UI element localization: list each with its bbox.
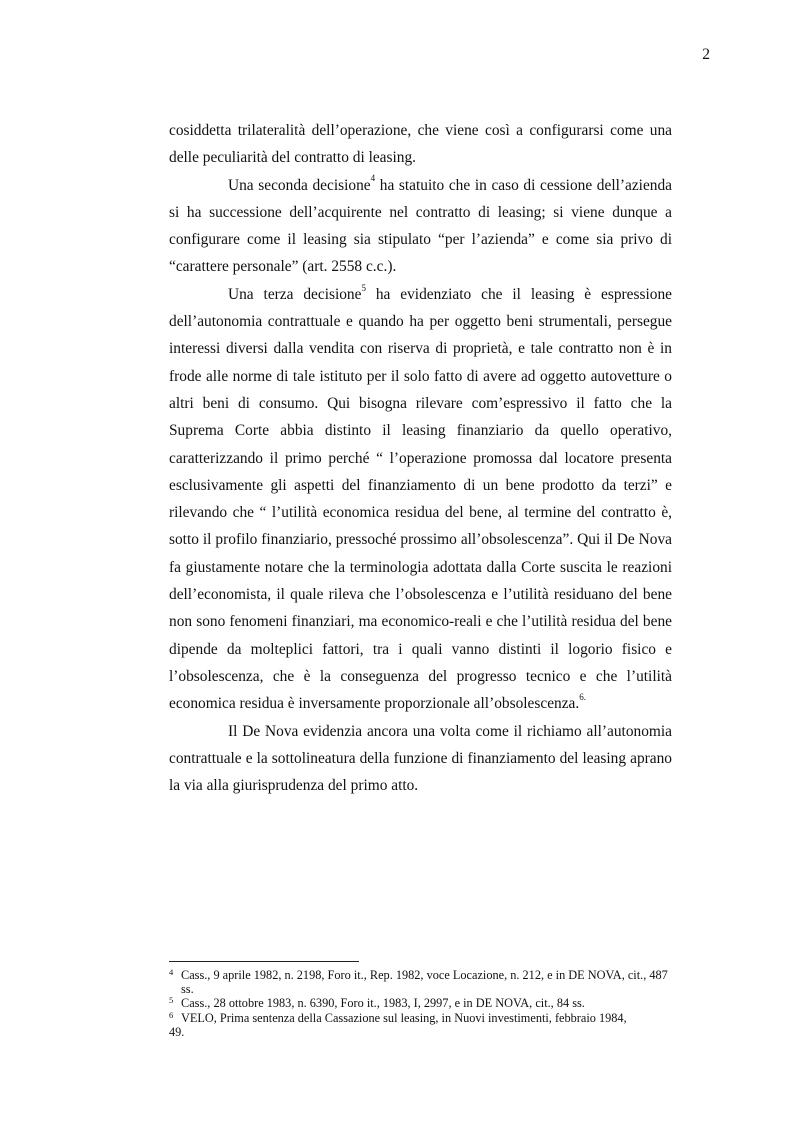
paragraph-text: Una terza decisione [228,285,362,303]
footnote-continuation: 49. [169,1024,185,1039]
footnote-mark: 6 [169,1009,174,1020]
paragraph [169,172,672,281]
paragraph [169,281,672,718]
paragraph-text: cosiddetta trilateralità dell’operazione, che viene così a configurarsi come una delle peculiarità del contratto di leasing. [169,122,672,167]
paragraph-text: Il De Nova evidenzia ancora una volta come il richiamo all’autonomia contrattuale e la sottolineatura della funzione di finanziamento del leasing aprano la via alla giurisprudenza del primo atto. [169,722,672,795]
footnote [169,996,672,1010]
paragraph-text: ha evidenziato che il leasing è espressione dell’autonomia contrattuale e quando ha per oggetto beni strumentali, persegue interessi diversi dalla vendita con riserva di proprietà, e tale contratto non è in frode alle norme di tale istituto per il solo fatto di avere ad oggetto autovetture o altri beni di consumo. Qui bisogna rilevare com’espressivo il fatto che la Suprema Corte abbia distinto il leasing finanziario da quello operativo, caratterizzando il primo perché “ l’operazione promossa dal locatore presenta esclusivamente gli aspetti del finanziamento di un bene prodotto da terzi” e rilevando che “ l’utilità economica residua del bene, al termine del contratto è, sotto il profilo finanziario, pressoché prossimo all’obsolescenza”. Qui il De Nova fa giustamente notare che la terminologia adottata dalla Corte suscita le reazioni dell’economista, il quale rileva che l’obsolescenza e l’utilità residuano del bene non sono fenomeni finanziari, ma economico-reali e che l’utilità residua del bene dipende da molteplici fattori, tra i quali vanno distinti il logorio fisico e l’obsolescenza, che è la conseguenza del progresso tecnico e che l’utilità economica residua è inversamente proporzionale all’obsolescenza. [169,285,672,713]
footnote-mark: 4 [169,967,174,977]
footnote-separator [169,961,359,962]
paragraph [169,718,672,800]
footnote [169,968,672,996]
footnote-reference[interactable]: 6. [579,692,586,703]
paragraph-text: Una seconda decisione [228,176,371,194]
footnote-mark: 5 [169,995,174,1006]
footnotes [169,968,672,1039]
page-number: 2 [702,46,710,63]
footnote-reference[interactable]: 5 [361,282,366,293]
paragraph [169,117,672,172]
footnote [169,1011,672,1025]
paragraph-text: ha statuito che in caso di cessione dell’azienda si ha successione dell’acquirente nel contratto di leasing; si viene dunque a configurare come il leasing sia stipulato “per l’azienda” e come sia privo di “carattere personale” (art. 2558 c.c.). [169,176,673,276]
footnote-text: Cass., 28 ottobre 1983, n. 6390, Foro it., 1983, I, 2997, e in DE NOVA, cit., 84 ss. [181,996,585,1011]
footnote-text: VELO, Prima sentenza della Cassazione sul leasing, in Nuovi investimenti, febbraio 1984, [181,1010,627,1025]
footnote-reference[interactable]: 4 [370,173,376,184]
footnote-text: Cass., 9 aprile 1982, n. 2198, Foro it., Rep. 1982, voce Locazione, n. 212, e in DE NOVA, cit., 487 ss. [181,968,668,997]
body-text [169,117,672,799]
